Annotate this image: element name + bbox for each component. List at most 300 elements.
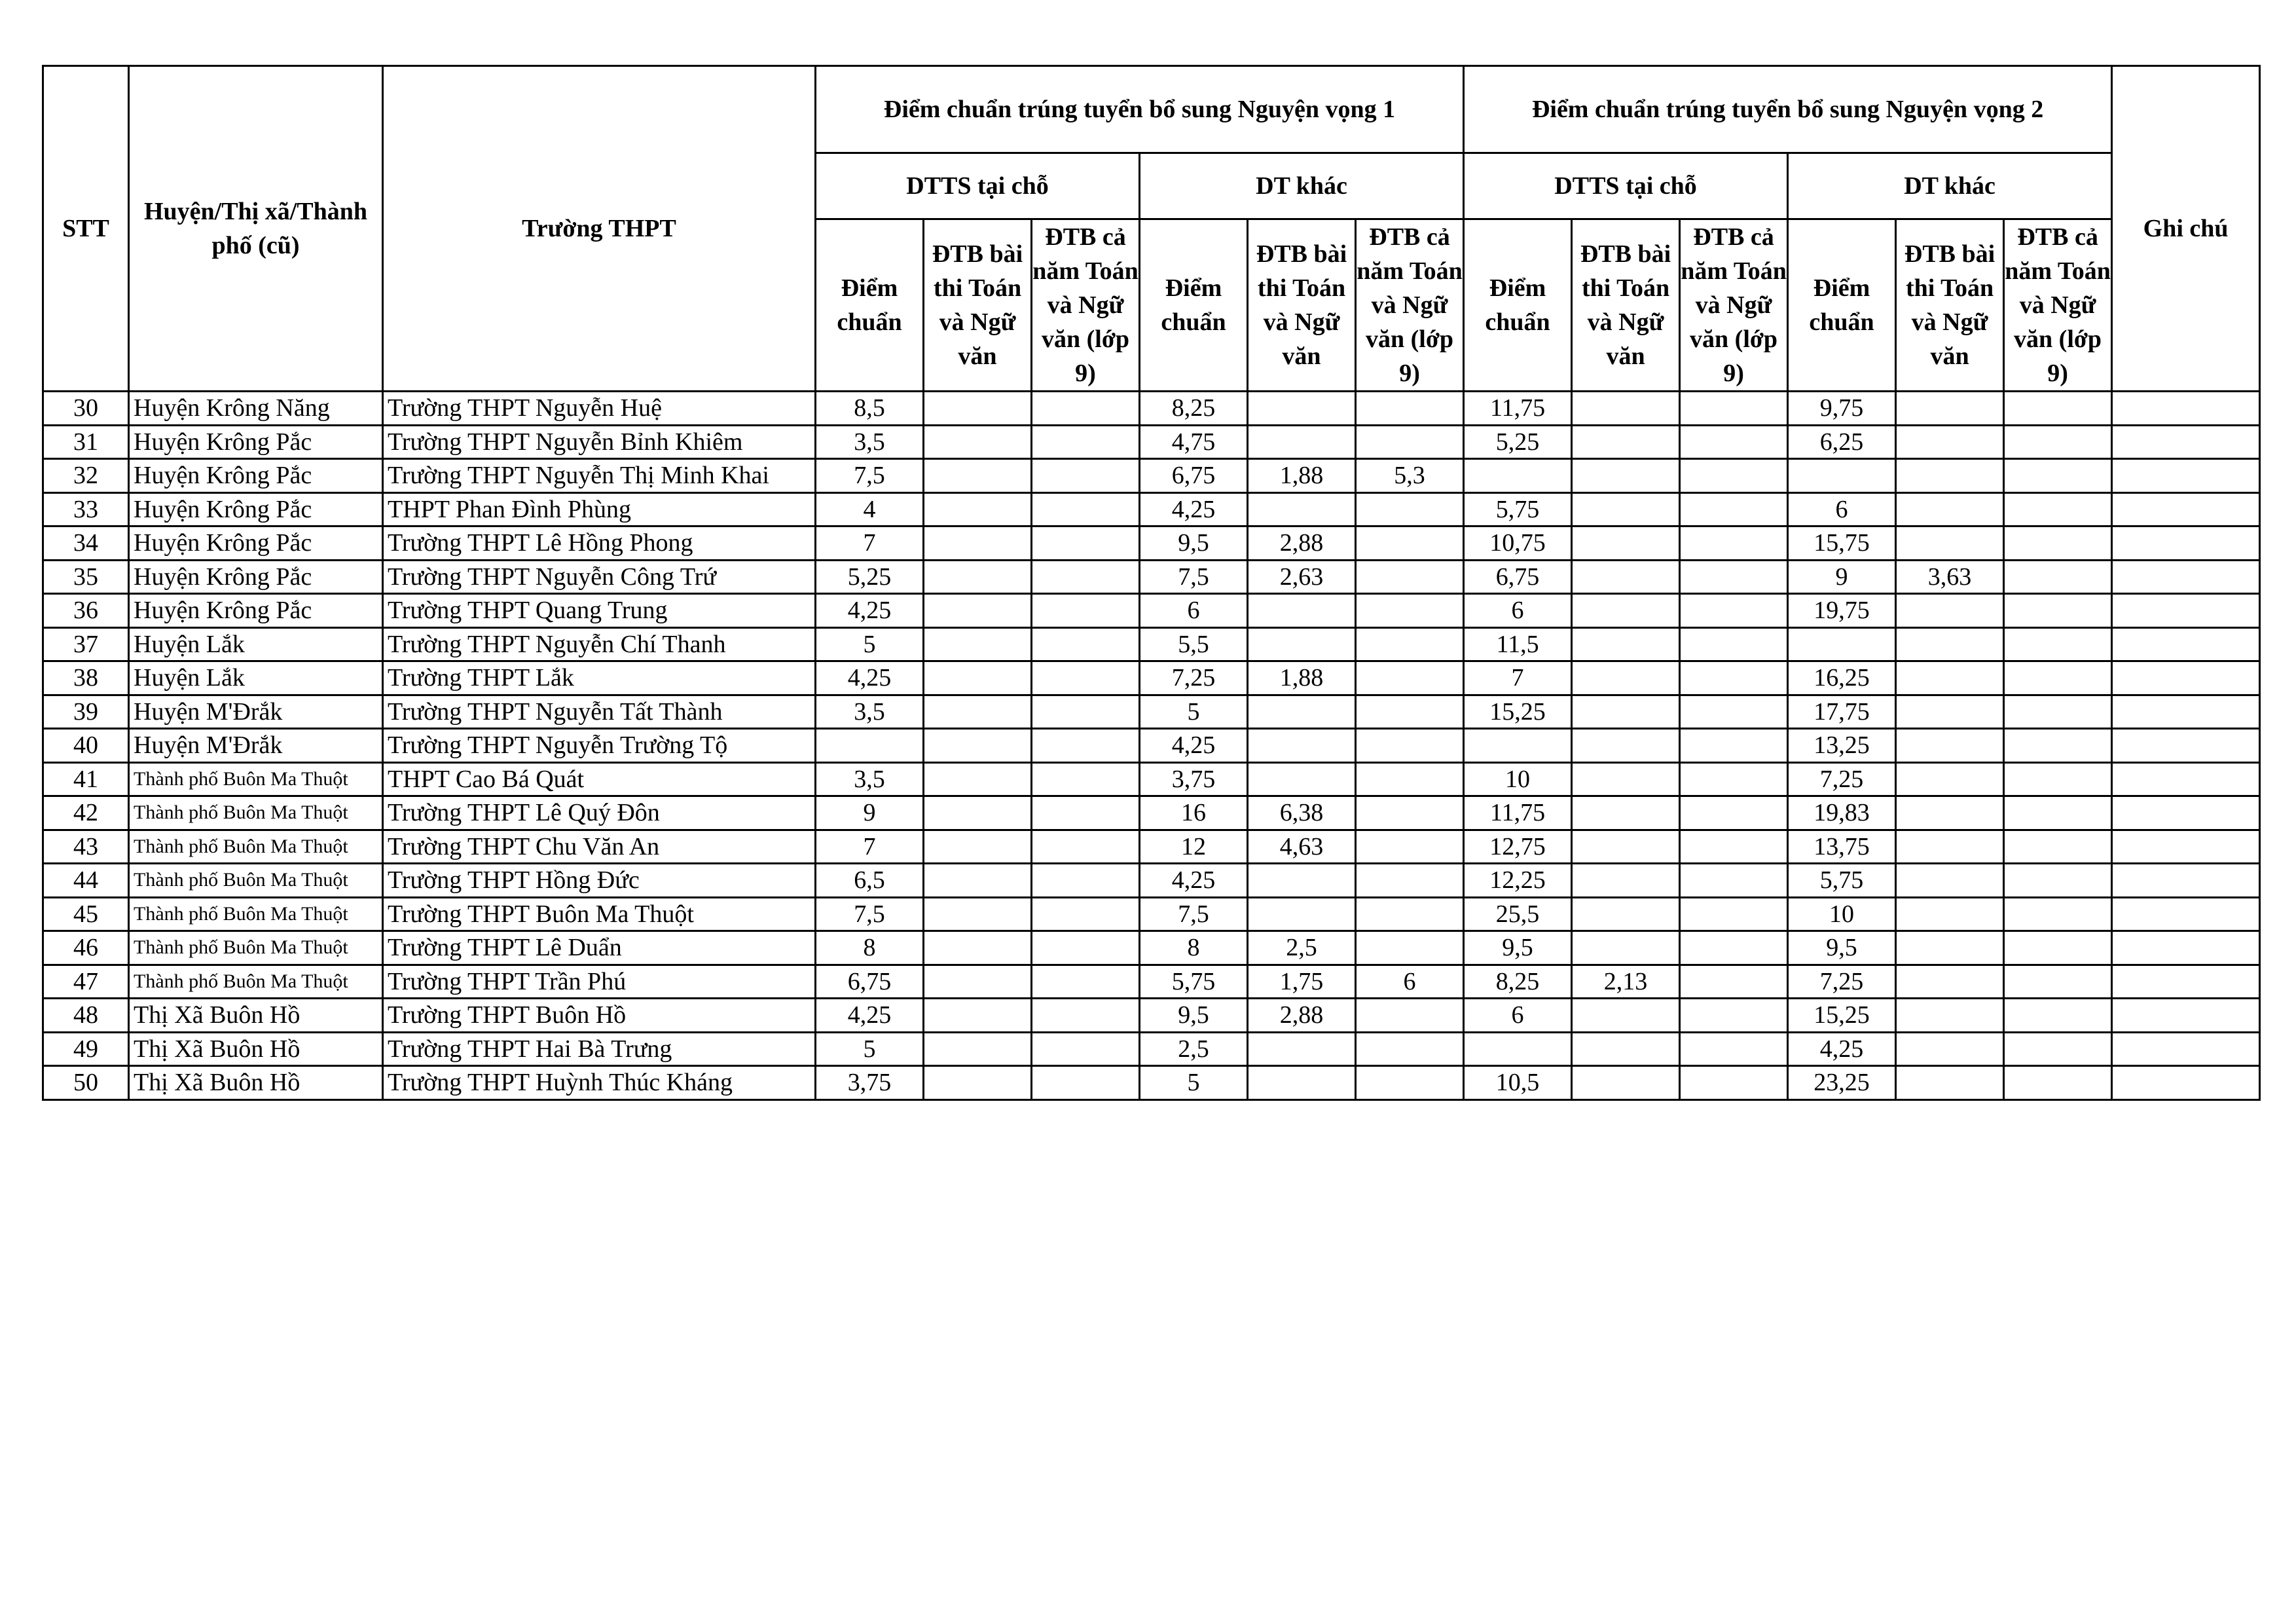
cell-nv2-dtts-dtb-bai-thi	[1572, 1032, 1680, 1066]
cell-school: Trường THPT Trần Phú	[383, 965, 816, 999]
cell-nv2-dtk-diem-chuan: 7,25	[1788, 965, 1896, 999]
cell-school: Trường THPT Nguyễn Huệ	[383, 392, 816, 426]
table-row	[43, 560, 2260, 594]
cell-nv1-dtts-dtb-ca-nam	[1032, 729, 1140, 763]
cell-nv1-dtk-diem-chuan: 4,75	[1140, 425, 1248, 459]
cell-district: Huyện Krông Năng	[129, 392, 383, 426]
cell-nv1-dtk-dtb-bai-thi: 1,88	[1248, 661, 1356, 695]
cell-nv1-dtts-diem-chuan: 8	[816, 931, 924, 965]
cell-nv1-dtts-dtb-ca-nam	[1032, 594, 1140, 628]
cell-nv1-dtk-dtb-ca-nam	[1356, 830, 1464, 864]
cell-school: Trường THPT Lê Quý Đôn	[383, 796, 816, 830]
cell-nv2-dtts-diem-chuan: 11,75	[1464, 392, 1572, 426]
cell-nv2-dtts-dtb-ca-nam	[1680, 999, 1788, 1033]
cell-school: Trường THPT Hồng Đức	[383, 864, 816, 898]
admission-score-table	[42, 65, 2261, 1101]
cell-school: Trường THPT Nguyễn Bỉnh Khiêm	[383, 425, 816, 459]
cell-nv1-dtk-dtb-bai-thi	[1248, 1066, 1356, 1100]
cell-district: Thành phố Buôn Ma Thuột	[129, 897, 383, 931]
cell-nv2-dtk-dtb-bai-thi	[1896, 796, 2004, 830]
cell-nv2-dtts-dtb-bai-thi	[1572, 459, 1680, 493]
cell-nv1-dtts-diem-chuan: 5,25	[816, 560, 924, 594]
cell-nv1-dtts-diem-chuan: 9	[816, 796, 924, 830]
cell-nv1-dtk-dtb-bai-thi	[1248, 425, 1356, 459]
table-row	[43, 931, 2260, 965]
cell-nv1-dtts-dtb-ca-nam	[1032, 492, 1140, 526]
cell-nv1-dtk-dtb-bai-thi	[1248, 729, 1356, 763]
cell-nv2-dtk-dtb-ca-nam	[2004, 999, 2112, 1033]
cell-nv1-dtk-dtb-ca-nam	[1356, 864, 1464, 898]
cell-nv2-dtts-diem-chuan: 5,75	[1464, 492, 1572, 526]
cell-stt: 45	[43, 897, 129, 931]
cell-nv1-dtts-dtb-ca-nam	[1032, 897, 1140, 931]
cell-nv1-dtts-diem-chuan	[816, 729, 924, 763]
cell-nv2-dtk-dtb-ca-nam	[2004, 1032, 2112, 1066]
cell-nv2-dtk-dtb-bai-thi: 3,63	[1896, 560, 2004, 594]
cell-district: Thành phố Buôn Ma Thuột	[129, 830, 383, 864]
cell-nv2-dtts-dtb-bai-thi	[1572, 931, 1680, 965]
cell-nv1-dtk-dtb-ca-nam	[1356, 796, 1464, 830]
table-row	[43, 830, 2260, 864]
cell-nv1-dtts-dtb-bai-thi	[924, 661, 1032, 695]
cell-nv2-dtk-dtb-ca-nam	[2004, 594, 2112, 628]
cell-nv2-dtts-dtb-bai-thi	[1572, 492, 1680, 526]
header-dtb-bai-thi: ĐTB bài thi Toán và Ngữ văn	[1896, 219, 2004, 392]
cell-note	[2112, 526, 2260, 561]
cell-note	[2112, 931, 2260, 965]
cell-nv2-dtk-dtb-ca-nam	[2004, 459, 2112, 493]
cell-nv2-dtts-dtb-bai-thi	[1572, 796, 1680, 830]
cell-nv2-dtts-dtb-ca-nam	[1680, 830, 1788, 864]
cell-nv2-dtts-dtb-bai-thi	[1572, 762, 1680, 796]
cell-stt: 47	[43, 965, 129, 999]
cell-nv1-dtk-diem-chuan: 4,25	[1140, 864, 1248, 898]
header-school: Trường THPT	[383, 66, 816, 392]
cell-note	[2112, 1032, 2260, 1066]
table-body	[43, 392, 2260, 1100]
cell-nv1-dtts-diem-chuan: 6,75	[816, 965, 924, 999]
cell-nv1-dtk-dtb-bai-thi	[1248, 864, 1356, 898]
cell-nv2-dtk-dtb-bai-thi	[1896, 392, 2004, 426]
cell-nv2-dtts-diem-chuan: 6	[1464, 999, 1572, 1033]
cell-nv1-dtts-dtb-ca-nam	[1032, 425, 1140, 459]
cell-nv2-dtk-diem-chuan: 19,75	[1788, 594, 1896, 628]
cell-nv1-dtts-diem-chuan: 8,5	[816, 392, 924, 426]
cell-nv1-dtk-dtb-ca-nam: 6	[1356, 965, 1464, 999]
cell-nv1-dtk-dtb-ca-nam	[1356, 492, 1464, 526]
cell-note	[2112, 560, 2260, 594]
cell-stt: 34	[43, 526, 129, 561]
cell-nv2-dtk-dtb-ca-nam	[2004, 627, 2112, 661]
cell-stt: 31	[43, 425, 129, 459]
cell-district: Thành phố Buôn Ma Thuột	[129, 965, 383, 999]
cell-stt: 41	[43, 762, 129, 796]
cell-nv1-dtts-dtb-ca-nam	[1032, 931, 1140, 965]
cell-school: Trường THPT Quang Trung	[383, 594, 816, 628]
cell-nv1-dtk-dtb-bai-thi: 2,63	[1248, 560, 1356, 594]
cell-nv1-dtk-diem-chuan: 3,75	[1140, 762, 1248, 796]
cell-nv2-dtts-dtb-ca-nam	[1680, 392, 1788, 426]
cell-note	[2112, 425, 2260, 459]
cell-nv2-dtts-diem-chuan: 11,75	[1464, 796, 1572, 830]
cell-stt: 44	[43, 864, 129, 898]
cell-nv1-dtk-dtb-bai-thi	[1248, 594, 1356, 628]
table-row	[43, 695, 2260, 729]
cell-nv2-dtk-diem-chuan: 6	[1788, 492, 1896, 526]
cell-nv2-dtk-dtb-ca-nam	[2004, 796, 2112, 830]
table-row	[43, 762, 2260, 796]
cell-nv1-dtts-dtb-ca-nam	[1032, 999, 1140, 1033]
cell-nv2-dtts-dtb-ca-nam	[1680, 864, 1788, 898]
cell-nv2-dtk-diem-chuan: 16,25	[1788, 661, 1896, 695]
cell-school: Trường THPT Nguyễn Trường Tộ	[383, 729, 816, 763]
cell-nv2-dtts-diem-chuan: 8,25	[1464, 965, 1572, 999]
cell-nv2-dtk-dtb-bai-thi	[1896, 762, 2004, 796]
header-diem-chuan: Điểm chuẩn	[1140, 219, 1248, 392]
header-diem-chuan: Điểm chuẩn	[1788, 219, 1896, 392]
cell-nv2-dtts-dtb-ca-nam	[1680, 526, 1788, 561]
header-dtb-ca-nam: ĐTB cả năm Toán và Ngữ văn (lớp 9)	[2004, 219, 2112, 392]
cell-nv1-dtts-dtb-bai-thi	[924, 864, 1032, 898]
cell-school: Trường THPT Lê Hồng Phong	[383, 526, 816, 561]
cell-nv2-dtk-diem-chuan: 15,25	[1788, 999, 1896, 1033]
cell-nv2-dtts-diem-chuan: 10	[1464, 762, 1572, 796]
cell-school: Trường THPT Buôn Ma Thuột	[383, 897, 816, 931]
cell-nv2-dtts-dtb-bai-thi	[1572, 695, 1680, 729]
cell-nv1-dtk-dtb-ca-nam	[1356, 999, 1464, 1033]
cell-nv1-dtts-dtb-ca-nam	[1032, 762, 1140, 796]
cell-district: Huyện Krông Pắc	[129, 526, 383, 561]
cell-nv1-dtts-dtb-bai-thi	[924, 965, 1032, 999]
cell-district: Thành phố Buôn Ma Thuột	[129, 796, 383, 830]
cell-nv2-dtts-dtb-bai-thi	[1572, 1066, 1680, 1100]
cell-nv2-dtts-dtb-ca-nam	[1680, 459, 1788, 493]
cell-nv1-dtk-dtb-ca-nam	[1356, 1032, 1464, 1066]
cell-stt: 35	[43, 560, 129, 594]
cell-nv2-dtk-dtb-bai-thi	[1896, 931, 2004, 965]
cell-nv2-dtk-dtb-ca-nam	[2004, 526, 2112, 561]
cell-note	[2112, 965, 2260, 999]
cell-stt: 40	[43, 729, 129, 763]
cell-nv2-dtts-diem-chuan: 25,5	[1464, 897, 1572, 931]
cell-nv2-dtts-dtb-bai-thi	[1572, 864, 1680, 898]
cell-nv1-dtk-dtb-ca-nam	[1356, 897, 1464, 931]
cell-nv1-dtts-diem-chuan: 4,25	[816, 661, 924, 695]
cell-nv1-dtts-dtb-bai-thi	[924, 796, 1032, 830]
cell-nv2-dtk-diem-chuan: 9,5	[1788, 931, 1896, 965]
cell-district: Thị Xã Buôn Hồ	[129, 999, 383, 1033]
cell-nv2-dtk-dtb-bai-thi	[1896, 594, 2004, 628]
cell-nv2-dtk-dtb-ca-nam	[2004, 864, 2112, 898]
cell-nv1-dtk-dtb-bai-thi: 1,88	[1248, 459, 1356, 493]
cell-nv1-dtk-diem-chuan: 6	[1140, 594, 1248, 628]
cell-district: Thị Xã Buôn Hồ	[129, 1066, 383, 1100]
cell-nv1-dtk-diem-chuan: 5	[1140, 695, 1248, 729]
cell-nv2-dtk-diem-chuan	[1788, 459, 1896, 493]
cell-nv1-dtts-dtb-bai-thi	[924, 560, 1032, 594]
cell-nv1-dtts-dtb-bai-thi	[924, 627, 1032, 661]
cell-nv2-dtk-dtb-ca-nam	[2004, 492, 2112, 526]
cell-nv1-dtts-diem-chuan: 7,5	[816, 897, 924, 931]
cell-stt: 43	[43, 830, 129, 864]
cell-district: Thị Xã Buôn Hồ	[129, 1032, 383, 1066]
cell-note	[2112, 864, 2260, 898]
cell-nv1-dtts-diem-chuan: 3,5	[816, 425, 924, 459]
cell-note	[2112, 796, 2260, 830]
table-row	[43, 1032, 2260, 1066]
cell-nv2-dtk-dtb-bai-thi	[1896, 661, 2004, 695]
cell-nv1-dtts-diem-chuan: 3,75	[816, 1066, 924, 1100]
cell-nv1-dtts-dtb-ca-nam	[1032, 864, 1140, 898]
cell-nv2-dtk-dtb-ca-nam	[2004, 762, 2112, 796]
table-row	[43, 864, 2260, 898]
cell-nv2-dtk-diem-chuan: 5,75	[1788, 864, 1896, 898]
cell-school: Trường THPT Nguyễn Thị Minh Khai	[383, 459, 816, 493]
cell-district: Thành phố Buôn Ma Thuột	[129, 864, 383, 898]
cell-stt: 46	[43, 931, 129, 965]
cell-stt: 36	[43, 594, 129, 628]
cell-nv2-dtk-dtb-ca-nam	[2004, 1066, 2112, 1100]
cell-nv1-dtts-dtb-bai-thi	[924, 830, 1032, 864]
cell-nv1-dtk-diem-chuan: 7,25	[1140, 661, 1248, 695]
cell-school: THPT Cao Bá Quát	[383, 762, 816, 796]
header-dtb-ca-nam: ĐTB cả năm Toán và Ngữ văn (lớp 9)	[1356, 219, 1464, 392]
cell-nv2-dtts-dtb-ca-nam	[1680, 965, 1788, 999]
header-diem-chuan: Điểm chuẩn	[1464, 219, 1572, 392]
cell-nv1-dtk-dtb-bai-thi	[1248, 695, 1356, 729]
cell-nv1-dtts-diem-chuan: 7,5	[816, 459, 924, 493]
cell-nv2-dtk-dtb-bai-thi	[1896, 526, 2004, 561]
cell-nv1-dtts-dtb-bai-thi	[924, 1032, 1032, 1066]
table-row	[43, 897, 2260, 931]
score-table-container	[42, 65, 2255, 1101]
header-dtb-bai-thi: ĐTB bài thi Toán và Ngữ văn	[1248, 219, 1356, 392]
cell-nv1-dtts-dtb-bai-thi	[924, 594, 1032, 628]
cell-nv1-dtts-dtb-ca-nam	[1032, 560, 1140, 594]
cell-nv1-dtk-dtb-bai-thi	[1248, 492, 1356, 526]
cell-nv1-dtk-diem-chuan: 12	[1140, 830, 1248, 864]
cell-nv2-dtts-dtb-ca-nam	[1680, 897, 1788, 931]
cell-nv2-dtts-dtb-ca-nam	[1680, 492, 1788, 526]
table-row	[43, 796, 2260, 830]
cell-nv2-dtk-dtb-bai-thi	[1896, 830, 2004, 864]
cell-nv1-dtts-dtb-ca-nam	[1032, 1066, 1140, 1100]
cell-nv2-dtk-dtb-ca-nam	[2004, 661, 2112, 695]
cell-nv2-dtk-diem-chuan: 7,25	[1788, 762, 1896, 796]
cell-nv2-dtk-diem-chuan	[1788, 627, 1896, 661]
table-header	[43, 66, 2260, 392]
header-dtb-bai-thi: ĐTB bài thi Toán và Ngữ văn	[1572, 219, 1680, 392]
cell-nv2-dtk-dtb-bai-thi	[1896, 999, 2004, 1033]
cell-nv2-dtk-diem-chuan: 13,25	[1788, 729, 1896, 763]
cell-nv2-dtk-dtb-ca-nam	[2004, 560, 2112, 594]
cell-nv1-dtk-dtb-ca-nam	[1356, 729, 1464, 763]
cell-stt: 48	[43, 999, 129, 1033]
table-row	[43, 594, 2260, 628]
cell-nv2-dtk-dtb-bai-thi	[1896, 1066, 2004, 1100]
cell-nv1-dtts-diem-chuan: 4,25	[816, 999, 924, 1033]
table-row	[43, 392, 2260, 426]
cell-nv2-dtts-dtb-ca-nam	[1680, 560, 1788, 594]
table-row	[43, 965, 2260, 999]
cell-district: Huyện M'Đrắk	[129, 695, 383, 729]
cell-district: Huyện Krông Pắc	[129, 459, 383, 493]
cell-nv1-dtk-dtb-ca-nam	[1356, 392, 1464, 426]
cell-nv1-dtk-dtb-ca-nam	[1356, 627, 1464, 661]
cell-nv1-dtts-dtb-bai-thi	[924, 526, 1032, 561]
cell-school: Trường THPT Chu Văn An	[383, 830, 816, 864]
cell-nv2-dtk-dtb-bai-thi	[1896, 729, 2004, 763]
cell-district: Huyện Krông Pắc	[129, 560, 383, 594]
table-row	[43, 661, 2260, 695]
cell-nv2-dtts-dtb-ca-nam	[1680, 931, 1788, 965]
cell-school: Trường THPT Nguyễn Công Trứ	[383, 560, 816, 594]
cell-nv1-dtts-dtb-bai-thi	[924, 1066, 1032, 1100]
cell-nv2-dtts-diem-chuan: 10,75	[1464, 526, 1572, 561]
cell-nv2-dtts-diem-chuan: 11,5	[1464, 627, 1572, 661]
cell-nv1-dtk-diem-chuan: 7,5	[1140, 897, 1248, 931]
cell-nv2-dtk-dtb-ca-nam	[2004, 965, 2112, 999]
cell-school: THPT Phan Đình Phùng	[383, 492, 816, 526]
cell-stt: 32	[43, 459, 129, 493]
table-row	[43, 627, 2260, 661]
cell-nv1-dtk-diem-chuan: 4,25	[1140, 492, 1248, 526]
header-dtb-ca-nam: ĐTB cả năm Toán và Ngữ văn (lớp 9)	[1680, 219, 1788, 392]
cell-nv2-dtts-diem-chuan	[1464, 1032, 1572, 1066]
header-diem-chuan: Điểm chuẩn	[816, 219, 924, 392]
cell-nv2-dtts-dtb-bai-thi	[1572, 425, 1680, 459]
cell-nv1-dtk-diem-chuan: 5,5	[1140, 627, 1248, 661]
cell-nv1-dtts-dtb-ca-nam	[1032, 459, 1140, 493]
header-district: Huyện/Thị xã/Thành phố (cũ)	[129, 66, 383, 392]
cell-nv2-dtk-diem-chuan: 9	[1788, 560, 1896, 594]
cell-nv1-dtts-dtb-ca-nam	[1032, 526, 1140, 561]
cell-nv2-dtts-dtb-ca-nam	[1680, 1066, 1788, 1100]
cell-nv2-dtk-dtb-bai-thi	[1896, 695, 2004, 729]
cell-nv1-dtts-dtb-ca-nam	[1032, 830, 1140, 864]
cell-nv1-dtts-dtb-ca-nam	[1032, 1032, 1140, 1066]
cell-nv1-dtts-dtb-bai-thi	[924, 695, 1032, 729]
header-nv2-dt-khac: DT khác	[1788, 153, 2112, 219]
cell-stt: 50	[43, 1066, 129, 1100]
cell-stt: 30	[43, 392, 129, 426]
cell-nv2-dtts-diem-chuan	[1464, 459, 1572, 493]
cell-nv2-dtk-diem-chuan: 6,25	[1788, 425, 1896, 459]
cell-nv2-dtts-dtb-bai-thi	[1572, 897, 1680, 931]
cell-district: Huyện Lắk	[129, 627, 383, 661]
cell-nv1-dtk-dtb-bai-thi	[1248, 762, 1356, 796]
cell-nv1-dtts-diem-chuan: 6,5	[816, 864, 924, 898]
header-nv1-dt-khac: DT khác	[1140, 153, 1464, 219]
cell-nv1-dtk-diem-chuan: 8	[1140, 931, 1248, 965]
cell-nv2-dtts-dtb-bai-thi	[1572, 830, 1680, 864]
cell-nv1-dtk-dtb-bai-thi	[1248, 392, 1356, 426]
cell-nv2-dtts-dtb-bai-thi	[1572, 392, 1680, 426]
cell-nv2-dtk-dtb-ca-nam	[2004, 392, 2112, 426]
header-dtb-bai-thi: ĐTB bài thi Toán và Ngữ văn	[924, 219, 1032, 392]
cell-nv1-dtk-diem-chuan: 4,25	[1140, 729, 1248, 763]
cell-nv2-dtts-dtb-ca-nam	[1680, 1032, 1788, 1066]
cell-nv2-dtts-dtb-bai-thi: 2,13	[1572, 965, 1680, 999]
cell-stt: 39	[43, 695, 129, 729]
cell-note	[2112, 459, 2260, 493]
cell-district: Huyện Lắk	[129, 661, 383, 695]
cell-nv1-dtts-dtb-bai-thi	[924, 897, 1032, 931]
table-row	[43, 425, 2260, 459]
cell-nv2-dtts-diem-chuan: 9,5	[1464, 931, 1572, 965]
cell-nv2-dtk-diem-chuan: 4,25	[1788, 1032, 1896, 1066]
cell-nv2-dtk-dtb-ca-nam	[2004, 897, 2112, 931]
header-nv2: Điểm chuẩn trúng tuyển bổ sung Nguyện vọng 2	[1464, 66, 2112, 153]
cell-nv2-dtk-dtb-ca-nam	[2004, 729, 2112, 763]
header-note: Ghi chú	[2112, 66, 2260, 392]
cell-nv1-dtk-diem-chuan: 16	[1140, 796, 1248, 830]
cell-nv2-dtts-dtb-ca-nam	[1680, 661, 1788, 695]
cell-district: Thành phố Buôn Ma Thuột	[129, 931, 383, 965]
cell-nv1-dtk-dtb-ca-nam	[1356, 695, 1464, 729]
cell-nv1-dtts-dtb-bai-thi	[924, 999, 1032, 1033]
cell-nv1-dtts-diem-chuan: 5	[816, 627, 924, 661]
cell-district: Huyện Krông Pắc	[129, 492, 383, 526]
cell-nv1-dtk-dtb-bai-thi: 6,38	[1248, 796, 1356, 830]
cell-nv1-dtts-diem-chuan: 3,5	[816, 695, 924, 729]
cell-nv1-dtk-diem-chuan: 6,75	[1140, 459, 1248, 493]
cell-nv2-dtts-diem-chuan: 15,25	[1464, 695, 1572, 729]
cell-nv2-dtts-diem-chuan: 6	[1464, 594, 1572, 628]
cell-nv2-dtts-dtb-ca-nam	[1680, 627, 1788, 661]
cell-school: Trường THPT Lê Duẩn	[383, 931, 816, 965]
cell-school: Trường THPT Nguyễn Chí Thanh	[383, 627, 816, 661]
cell-nv1-dtts-dtb-ca-nam	[1032, 627, 1140, 661]
cell-nv1-dtk-dtb-ca-nam	[1356, 425, 1464, 459]
cell-nv2-dtk-diem-chuan: 13,75	[1788, 830, 1896, 864]
cell-nv1-dtk-dtb-ca-nam	[1356, 1066, 1464, 1100]
cell-nv2-dtk-diem-chuan: 15,75	[1788, 526, 1896, 561]
cell-note	[2112, 392, 2260, 426]
cell-nv1-dtts-dtb-bai-thi	[924, 729, 1032, 763]
cell-nv2-dtts-diem-chuan: 10,5	[1464, 1066, 1572, 1100]
cell-nv2-dtts-diem-chuan	[1464, 729, 1572, 763]
cell-nv2-dtts-dtb-ca-nam	[1680, 594, 1788, 628]
table-row	[43, 526, 2260, 561]
table-row	[43, 999, 2260, 1033]
cell-nv1-dtts-diem-chuan: 5	[816, 1032, 924, 1066]
cell-nv1-dtts-dtb-bai-thi	[924, 392, 1032, 426]
cell-nv2-dtts-diem-chuan: 12,75	[1464, 830, 1572, 864]
cell-district: Huyện Krông Pắc	[129, 594, 383, 628]
cell-nv1-dtk-diem-chuan: 8,25	[1140, 392, 1248, 426]
cell-nv2-dtts-dtb-bai-thi	[1572, 594, 1680, 628]
cell-nv2-dtts-diem-chuan: 5,25	[1464, 425, 1572, 459]
table-row	[43, 459, 2260, 493]
cell-nv1-dtts-diem-chuan: 3,5	[816, 762, 924, 796]
cell-nv2-dtk-dtb-bai-thi	[1896, 459, 2004, 493]
cell-nv1-dtts-dtb-bai-thi	[924, 425, 1032, 459]
cell-nv1-dtts-dtb-ca-nam	[1032, 695, 1140, 729]
cell-nv1-dtk-diem-chuan: 7,5	[1140, 560, 1248, 594]
cell-nv2-dtk-dtb-bai-thi	[1896, 897, 2004, 931]
cell-nv2-dtts-dtb-ca-nam	[1680, 729, 1788, 763]
cell-nv2-dtk-diem-chuan: 10	[1788, 897, 1896, 931]
cell-nv1-dtts-dtb-bai-thi	[924, 492, 1032, 526]
cell-nv1-dtts-dtb-ca-nam	[1032, 965, 1140, 999]
cell-nv2-dtts-dtb-bai-thi	[1572, 729, 1680, 763]
cell-nv2-dtk-diem-chuan: 19,83	[1788, 796, 1896, 830]
cell-district: Huyện Krông Pắc	[129, 425, 383, 459]
header-nv1-dtts: DTTS tại chỗ	[816, 153, 1140, 219]
cell-note	[2112, 729, 2260, 763]
cell-nv2-dtk-diem-chuan: 9,75	[1788, 392, 1896, 426]
